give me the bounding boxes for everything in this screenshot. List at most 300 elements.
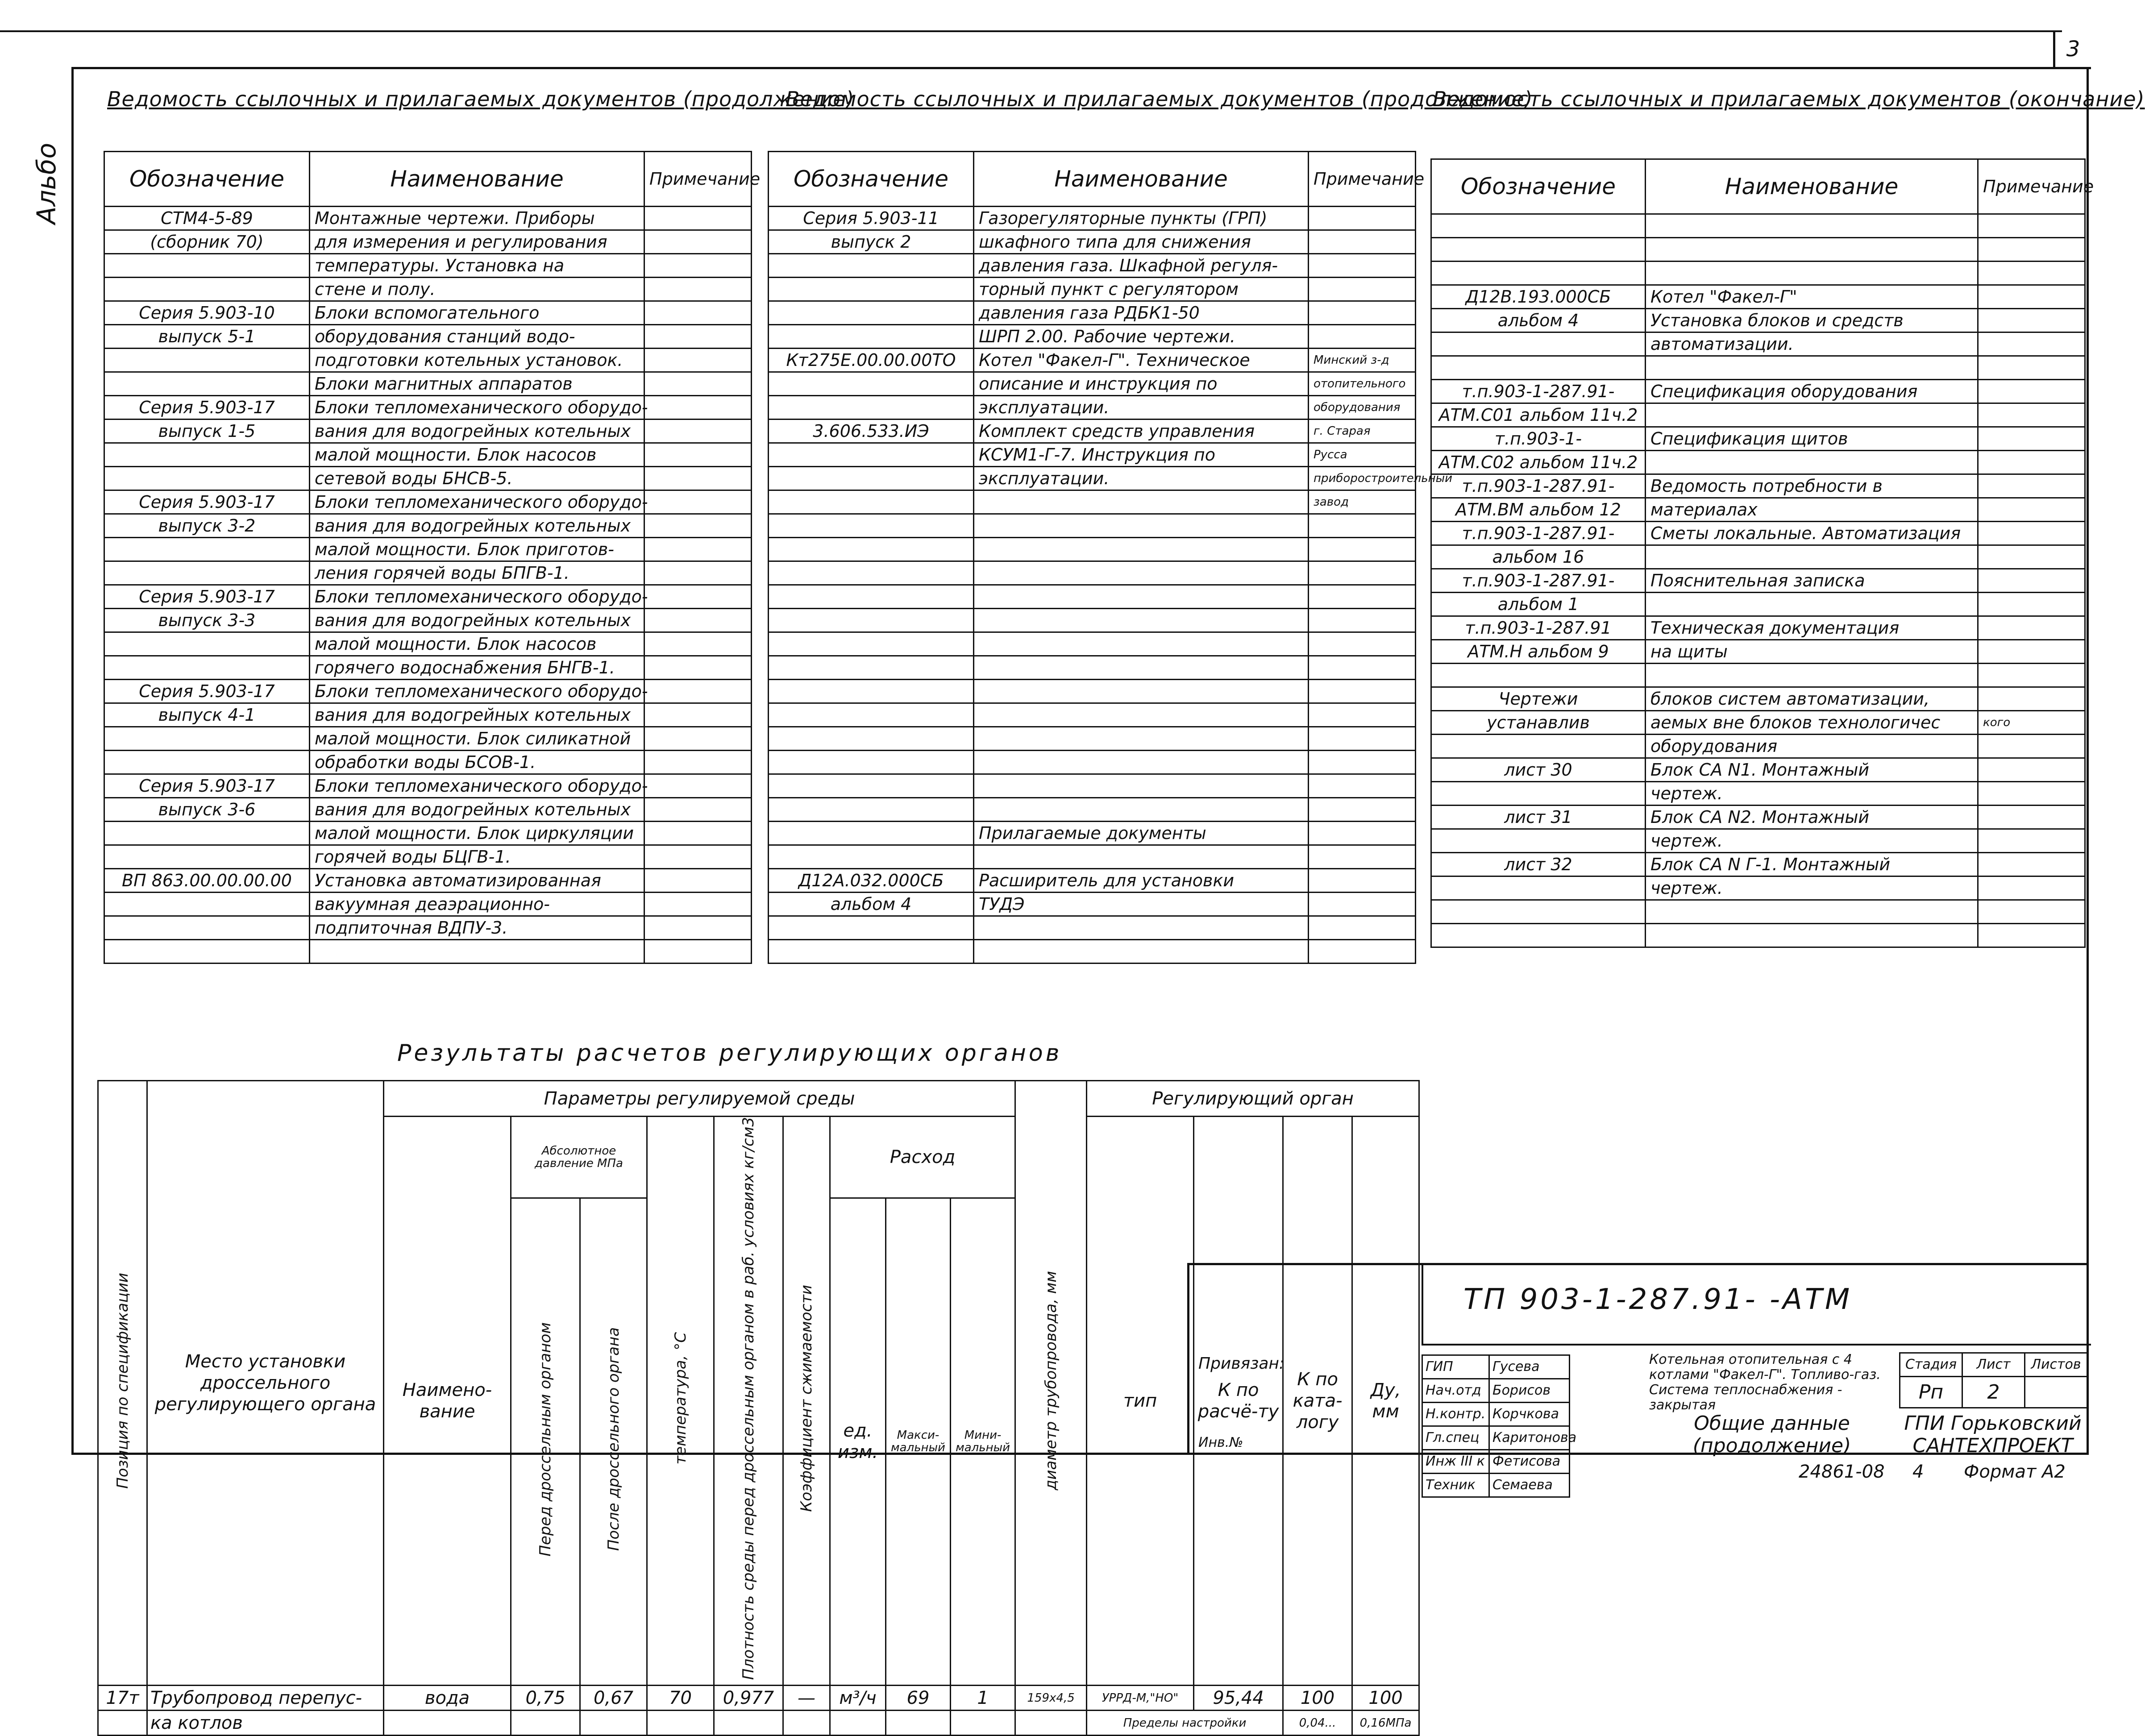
cell-d (1431, 238, 1646, 262)
cell-d (1431, 214, 1646, 238)
cell-n: эксплуатации. (974, 396, 1309, 419)
cell-d: выпуск 2 (769, 230, 974, 254)
cell-d: Д12А.032.000СБ (769, 869, 974, 893)
document-code: ТП 903-1-287.91- -АТМ (1463, 1283, 1853, 1316)
cell-d: Серия 5.903-17 (104, 490, 310, 514)
cell-n: малой мощности. Блок силикатной (310, 727, 644, 751)
cell-p (1309, 680, 1416, 703)
col-k-cat: К по ката-логу (1283, 1117, 1352, 1686)
cell-p (1978, 285, 2085, 309)
table-row (769, 514, 1416, 538)
cell-diam: 159x4,5 (1015, 1686, 1087, 1711)
cell-unit: м³/ч (830, 1686, 886, 1711)
cell-p (644, 538, 752, 561)
cell-p (644, 727, 752, 751)
cell-p (644, 845, 752, 869)
cell-d (769, 656, 974, 680)
cell-p (1978, 238, 2085, 262)
cell-n: Газорегуляторные пункты (ГРП) (974, 207, 1309, 230)
cell-n: Техническая документация (1646, 616, 1978, 640)
cell-d: ВП 863.00.00.00.00 (104, 869, 310, 893)
col-params: Параметры регулируемой среды (384, 1081, 1015, 1117)
table-row (1431, 782, 2085, 806)
cell-p (644, 396, 752, 419)
cell-p (1978, 498, 2085, 522)
cell-p (1978, 545, 2085, 569)
cell-d: (сборник 70) (104, 230, 310, 254)
cell-n: малой мощности. Блок насосов (310, 443, 644, 467)
cell-d (769, 822, 974, 845)
cell-p (644, 893, 752, 916)
cell-n: оборудования (1646, 735, 1978, 758)
cell-p (1978, 451, 2085, 474)
cell-p (1978, 782, 2085, 806)
col-flow: Расход (830, 1117, 1015, 1198)
cell-d (104, 822, 310, 845)
cell-limits-v2: 0,16МПа (1352, 1711, 1419, 1736)
cell-p (644, 349, 752, 372)
cell-pos: 17т (98, 1686, 147, 1711)
cell-limits: Пределы настройки (1087, 1711, 1283, 1736)
cell-p (644, 254, 752, 278)
table-row (1431, 806, 2085, 829)
cell-d: т.п.903-1-287.91- (1431, 522, 1646, 545)
cell-d (769, 751, 974, 774)
table-row (769, 822, 1416, 845)
cell-d (104, 893, 310, 916)
cell-p (644, 301, 752, 325)
cell-p (1978, 900, 2085, 924)
table-row (769, 349, 1416, 372)
cell-n (310, 940, 644, 964)
table-row (769, 703, 1416, 727)
cell-n: Пояснительная записка (1646, 569, 1978, 593)
cell-n: малой мощности. Блок приготов- (310, 538, 644, 561)
table-row (769, 372, 1416, 396)
cell-d: выпуск 3-6 (104, 798, 310, 822)
cell-n (974, 490, 1309, 514)
table-row (104, 845, 752, 869)
table-row (1422, 1403, 1646, 1426)
cell-d (769, 396, 974, 419)
cell-n: вания для водогрейных котельных (310, 514, 644, 538)
cell-d: т.п.903-1-287.91 (1431, 616, 1646, 640)
cell-d: выпуск 1-5 (104, 419, 310, 443)
cell-d (769, 325, 974, 349)
cell-empty (647, 1711, 714, 1736)
format-label: Формат А2 (1964, 1462, 2066, 1482)
col-min: Мини-мальный (951, 1198, 1015, 1686)
table-row (104, 538, 752, 561)
table-row (769, 656, 1416, 680)
copy-number: 4 (1912, 1462, 1924, 1482)
cell-role: Инж III к (1422, 1450, 1489, 1474)
cell-d (104, 632, 310, 656)
cell-n: Монтажные чертежи. Приборы (310, 207, 644, 230)
cell-d (104, 727, 310, 751)
cell-d (769, 609, 974, 632)
cell-p: приборостроительный (1309, 467, 1416, 490)
cell-p (644, 561, 752, 585)
sheets-value (2025, 1377, 2087, 1408)
cell-limits-v1: 0,04... (1283, 1711, 1352, 1736)
organization: ГПИ Горьковский САНТЕХПРОЕКТ (1904, 1412, 2082, 1457)
table-row (1431, 664, 2085, 687)
cell-d (769, 632, 974, 656)
cell-n: торный пункт с регулятором (974, 278, 1309, 301)
cell-n: ТУДЭ (974, 893, 1309, 916)
table-row (104, 940, 752, 964)
table-row (769, 561, 1416, 585)
cell-n: эксплуатации. (974, 467, 1309, 490)
cell-n: Комплект средств управления (974, 419, 1309, 443)
table-row (769, 751, 1416, 774)
cell-p (1978, 569, 2085, 593)
cell-p (1309, 703, 1416, 727)
cell-name: вода (384, 1686, 511, 1711)
cell-p (644, 443, 752, 467)
cell-p (644, 656, 752, 680)
cell-d (769, 680, 974, 703)
cell-d (104, 940, 310, 964)
cell-n: Расширитель для установки (974, 869, 1309, 893)
cell-d (769, 561, 974, 585)
cell-n: подготовки котельных установок. (310, 349, 644, 372)
cell-min: 1 (951, 1686, 1015, 1711)
table-row (1431, 214, 2085, 238)
doc-list-table-2 (768, 151, 1453, 964)
table-row (1431, 262, 2085, 285)
cell-p: Минский з-д (1309, 349, 1416, 372)
cell-d (769, 798, 974, 822)
cell-d: АТМ.С01 альбом 11ч.2 (1431, 403, 1646, 427)
cell-p (1309, 514, 1416, 538)
cell-p (1309, 869, 1416, 893)
cell-p: г. Старая (1309, 419, 1416, 443)
table-row (1431, 545, 2085, 569)
cell-d (769, 703, 974, 727)
table-row (1431, 285, 2085, 309)
table-row (104, 325, 752, 349)
sheet-value: 2 (1962, 1377, 2025, 1408)
cell-p (1978, 309, 2085, 332)
table-row (104, 893, 752, 916)
cell-p (1309, 585, 1416, 609)
cell-p (1309, 325, 1416, 349)
cell-p (644, 822, 752, 845)
table-row (769, 798, 1416, 822)
title-code-box (1422, 1265, 2091, 1346)
cell-n (974, 514, 1309, 538)
table-row (769, 538, 1416, 561)
table-row (1431, 474, 2085, 498)
cell-k-calc: 95,44 (1194, 1686, 1283, 1711)
cell-n: малой мощности. Блок насосов (310, 632, 644, 656)
table-row (1431, 687, 2085, 711)
cell-n: чертеж. (1646, 876, 1978, 900)
cell-p (644, 632, 752, 656)
table-row (104, 443, 752, 467)
table-row (769, 254, 1416, 278)
cell-n (974, 632, 1309, 656)
cell-p (644, 514, 752, 538)
inv-label: Инв.№ (1198, 1435, 1243, 1450)
table-row (104, 585, 752, 609)
cell-p (1978, 806, 2085, 829)
cell-n: чертеж. (1646, 829, 1978, 853)
col-type: тип (1087, 1117, 1194, 1686)
cell-n: обработки воды БСОВ-1. (310, 751, 644, 774)
table-row (769, 301, 1416, 325)
cell-p (644, 916, 752, 940)
cell-n (1646, 356, 1978, 380)
table-row (104, 254, 752, 278)
cell-d (104, 561, 310, 585)
table-row (1431, 876, 2085, 900)
cell-n: давления газа РДБК1-50 (974, 301, 1309, 325)
cell-p (1978, 332, 2085, 356)
cell-n: ления горячей воды БПГВ-1. (310, 561, 644, 585)
table-row (104, 916, 752, 940)
cell-d (1431, 356, 1646, 380)
cell-p (644, 372, 752, 396)
cell-d: Серия 5.903-17 (104, 774, 310, 798)
cell-p (1309, 751, 1416, 774)
cell-p (1309, 822, 1416, 845)
table-row (1431, 900, 2085, 924)
table-row (1431, 356, 2085, 380)
cell-n: Блок СА N Г-1. Монтажный (1646, 853, 1978, 876)
cell-d (1431, 924, 1646, 947)
cell-d: Чертежи (1431, 687, 1646, 711)
cell-n (974, 680, 1309, 703)
cell-d (1431, 664, 1646, 687)
cell-n: Спецификация оборудования (1646, 380, 1978, 403)
table-row (1431, 569, 2085, 593)
table-row (104, 751, 752, 774)
cell-n: Ведомость потребности в (1646, 474, 1978, 498)
cell-n: вакуумная деаэрационно- (310, 893, 644, 916)
table-row (769, 419, 1416, 443)
table-row (104, 349, 752, 372)
col-position: Позиция по спецификации (98, 1081, 147, 1686)
sheets-label: Листов (2025, 1353, 2087, 1377)
cell-p (1978, 380, 2085, 403)
cell-d (104, 443, 310, 467)
cell-n: оборудования станций водо- (310, 325, 644, 349)
cell-d: лист 31 (1431, 806, 1646, 829)
cell-d (104, 278, 310, 301)
cell-p (1978, 829, 2085, 853)
table-row (769, 396, 1416, 419)
sheet-title: Общие данные (продолжение) (1692, 1412, 1851, 1457)
table-row (1431, 853, 2085, 876)
cell-p (1978, 735, 2085, 758)
table-row (1431, 451, 2085, 474)
cell-n: вания для водогрейных котельных (310, 798, 644, 822)
table-row (1422, 1355, 1646, 1379)
cell-n (974, 609, 1309, 632)
cell-d (769, 254, 974, 278)
table-row (104, 703, 752, 727)
cell-d: Кт275Е.00.00.00ТО (769, 349, 974, 372)
table-row (769, 585, 1416, 609)
cell-name: Гусева (1489, 1355, 1570, 1379)
cell-name: Борисов (1489, 1379, 1570, 1403)
stage-table (1899, 1352, 2088, 1408)
cell-d (769, 372, 974, 396)
table-row (104, 680, 752, 703)
cell-d (769, 514, 974, 538)
table-row (769, 490, 1416, 514)
cell-d: выпуск 3-3 (104, 609, 310, 632)
cell-p (1309, 916, 1416, 940)
col-regulator: Регулирующий орган (1087, 1081, 1419, 1117)
cell-p (1309, 301, 1416, 325)
side-label: Альбо (31, 143, 62, 224)
cell-role: Н.контр. (1422, 1403, 1489, 1426)
table-row (769, 467, 1416, 490)
cell-p (1978, 758, 2085, 782)
cell-name: Фетисова (1489, 1450, 1570, 1474)
cell-name: Каритонова (1489, 1426, 1570, 1450)
table-row (104, 301, 752, 325)
cell-place-2: ка котлов (147, 1711, 384, 1736)
cell-n: блоков систем автоматизации, (1646, 687, 1978, 711)
cell-d: Серия 5.903-17 (104, 680, 310, 703)
col-diameter: диаметр трубопровода, мм (1015, 1081, 1087, 1686)
cell-d: Д12В.193.000СБ (1431, 285, 1646, 309)
table-row (104, 798, 752, 822)
cell-d: Серия 5.903-10 (104, 301, 310, 325)
doc-list-title-2: Ведомость ссылочных и прилагаемых документов (продолжение) (786, 87, 1533, 111)
cell-p (1978, 522, 2085, 545)
cell-d: устанавлив (1431, 711, 1646, 735)
archive-number: 24861-08 (1799, 1462, 1885, 1482)
cell-n: Блок СА N2. Монтажный (1646, 806, 1978, 829)
cell-d (104, 751, 310, 774)
cell-role: Техник (1422, 1474, 1489, 1497)
cell-p (1309, 632, 1416, 656)
cell-p: кого (1978, 711, 2085, 735)
cell-d (104, 916, 310, 940)
cell-n: автоматизации. (1646, 332, 1978, 356)
cell-d (1431, 900, 1646, 924)
cell-n (1646, 262, 1978, 285)
cell-max: 69 (886, 1686, 951, 1711)
cell-n: малой мощности. Блок циркуляции (310, 822, 644, 845)
cell-p (644, 419, 752, 443)
cell-empty (384, 1711, 511, 1736)
cell-p (644, 680, 752, 703)
cell-n: Блоки тепломеханического оборудо- (310, 774, 644, 798)
cell-p (1978, 214, 2085, 238)
cell-d: т.п.903-1- (1431, 427, 1646, 451)
table-row (104, 869, 752, 893)
cell-p (644, 207, 752, 230)
header-name: Наименование (310, 152, 644, 207)
cell-d: т.п.903-1-287.91- (1431, 569, 1646, 593)
stage-value: Рп (1900, 1377, 1962, 1408)
col-coef: Коэффициент сжимаемости (783, 1117, 830, 1686)
cell-n: Прилагаемые документы (974, 822, 1309, 845)
cell-p (1978, 427, 2085, 451)
table-row (769, 278, 1416, 301)
cell-d (104, 845, 310, 869)
results-title: Результаты расчетов регулирующих органов (397, 1040, 1062, 1067)
cell-role: ГИП (1422, 1355, 1489, 1379)
cell-n: Котел "Факел-Г". Техническое (974, 349, 1309, 372)
cell-p (1978, 474, 2085, 498)
cell-n: аемых вне блоков технологичес (1646, 711, 1978, 735)
doc-list-title-1: Ведомость ссылочных и прилагаемых документов (продолжение) (107, 87, 855, 111)
cell-p (1309, 278, 1416, 301)
table-row (1431, 309, 2085, 332)
table-row (769, 609, 1416, 632)
cell-n (974, 561, 1309, 585)
table-row (1431, 427, 2085, 451)
cell-type: УРРД-М,"НО" (1087, 1686, 1194, 1711)
cell-name: Семаева (1489, 1474, 1570, 1497)
cell-n: Блоки вспомогательного (310, 301, 644, 325)
table-row (104, 372, 752, 396)
table-row (769, 869, 1416, 893)
cell-place: Трубопровод перепус- (147, 1686, 384, 1711)
table-row (1431, 332, 2085, 356)
cell-n: ШРП 2.00. Рабочие чертежи. (974, 325, 1309, 349)
cell-d (104, 467, 310, 490)
doc-list-table-1 (104, 151, 761, 964)
header-note: Примечание (1978, 159, 2085, 214)
cell-p (1978, 687, 2085, 711)
cell-n: вания для водогрейных котельных (310, 703, 644, 727)
header-designation: Обозначение (769, 152, 974, 207)
col-density: Плотность среды перед дроссельным органом в раб. условиях кг/см3 (714, 1117, 783, 1686)
col-k-calc: К по расчё-ту (1194, 1117, 1283, 1686)
approvals-table (1422, 1354, 1646, 1498)
cell-p (1978, 616, 2085, 640)
cell-n (1646, 451, 1978, 474)
cell-p (1309, 207, 1416, 230)
top-trim-line (0, 30, 2062, 32)
col-abs-pressure: Абсолютное давление МПа (511, 1117, 647, 1198)
cell-d: альбом 16 (1431, 545, 1646, 569)
cell-n (974, 656, 1309, 680)
sheet-number-box: 3 (2053, 31, 2091, 69)
header-name: Наименование (1646, 159, 1978, 214)
col-temp: температура, °С (647, 1117, 714, 1686)
cell-empty (886, 1711, 951, 1736)
cell-p (1978, 640, 2085, 664)
table-row (1431, 640, 2085, 664)
table-row (104, 609, 752, 632)
table-row (104, 561, 752, 585)
table-row (104, 774, 752, 798)
col-place: Место установки дроссельного регулирующего органа (147, 1081, 384, 1686)
cell-p (644, 798, 752, 822)
cell-n: Блоки тепломеханического оборудо- (310, 396, 644, 419)
cell-n: КСУМ1-Г-7. Инструкция по (974, 443, 1309, 467)
cell-role: Нач.отд (1422, 1379, 1489, 1403)
cell-d: альбом 4 (1431, 309, 1646, 332)
cell-d: АТМ.ВМ альбом 12 (1431, 498, 1646, 522)
cell-du: 100 (1352, 1686, 1419, 1711)
cell-n (974, 585, 1309, 609)
table-row (104, 514, 752, 538)
cell-n: на щиты (1646, 640, 1978, 664)
cell-n (974, 940, 1309, 964)
cell-n (974, 538, 1309, 561)
